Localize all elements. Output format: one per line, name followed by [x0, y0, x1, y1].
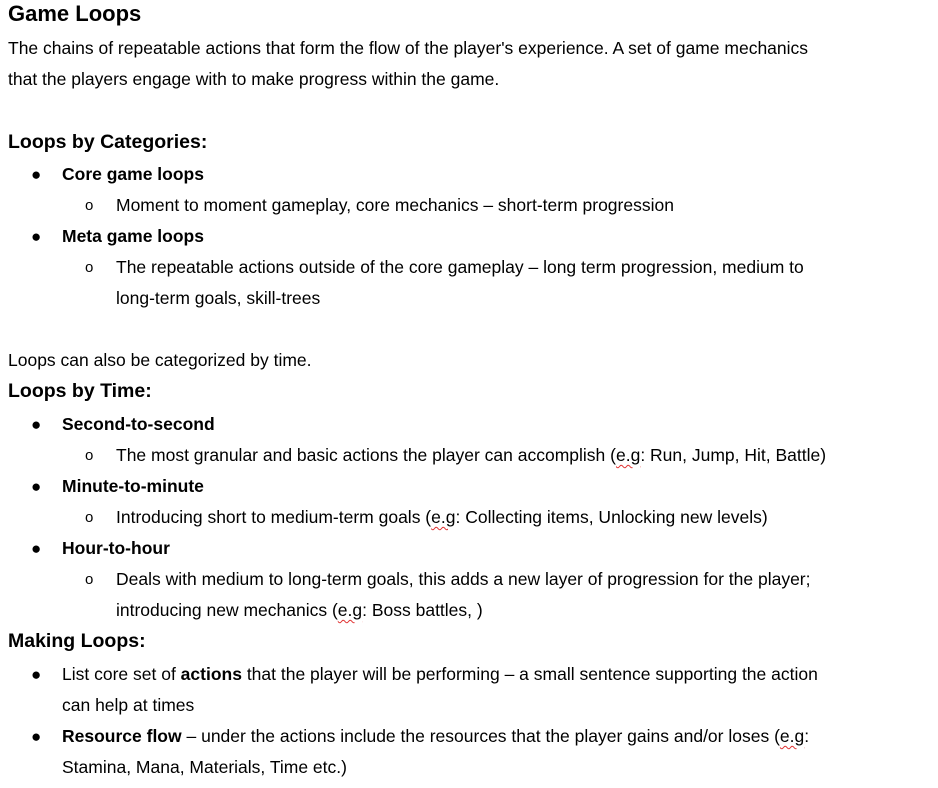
making-item-1: List core set of actions that the player will be performing – a small sentence supporting the action: [62, 664, 818, 684]
intro-line-2: that the players engage with to make progress within the game.: [8, 69, 500, 89]
time-note: Loops can also be categorized by time.: [8, 350, 312, 370]
bullet-icon: ●: [31, 539, 42, 558]
time-heading: Loops by Time:: [8, 380, 152, 402]
bullet-icon: ●: [31, 727, 42, 746]
sub-bullet-icon: o: [85, 447, 94, 464]
making-item-1-line-2: can help at times: [62, 695, 195, 715]
sub-bullet-icon: o: [85, 571, 94, 588]
hour-to-hour-desc-1: Deals with medium to long-term goals, this adds a new layer of progression for the player;: [116, 569, 811, 589]
making-heading: Making Loops:: [8, 630, 146, 652]
meta-loops-label: Meta game loops: [62, 226, 204, 246]
sub-bullet-icon: o: [85, 259, 94, 276]
meta-loops-desc-1: The repeatable actions outside of the core gameplay – long term progression, medium to: [116, 257, 804, 277]
bullet-icon: ●: [31, 227, 42, 246]
second-to-second-label: Second-to-second: [62, 414, 215, 434]
sub-bullet-icon: o: [85, 509, 94, 526]
sub-bullet-icon: o: [85, 197, 94, 214]
page-title: Game Loops: [8, 1, 142, 26]
making-item-2-line-2: Stamina, Mana, Materials, Time etc.): [62, 757, 347, 777]
bullet-icon: ●: [31, 415, 42, 434]
second-to-second-desc: The most granular and basic actions the player can accomplish (e.g: Run, Jump, Hit, Battle): [116, 445, 827, 465]
core-loops-desc: Moment to moment gameplay, core mechanics – short-term progression: [116, 195, 674, 215]
intro-line-1: The chains of repeatable actions that form the flow of the player's experience. A set of game mechanics: [8, 38, 809, 58]
bullet-icon: ●: [31, 165, 42, 184]
core-loops-label: Core game loops: [62, 164, 204, 184]
categories-heading: Loops by Categories:: [8, 131, 208, 153]
bullet-icon: ●: [31, 665, 42, 684]
meta-loops-desc-2: long-term goals, skill-trees: [116, 288, 321, 308]
hour-to-hour-label: Hour-to-hour: [62, 538, 170, 558]
minute-to-minute-label: Minute-to-minute: [62, 476, 204, 496]
bullet-icon: ●: [31, 477, 42, 496]
hour-to-hour-desc-2: introducing new mechanics (e.g: Boss battles, ): [116, 600, 483, 620]
making-item-2: Resource flow – under the actions include the resources that the player gains and/or loses (e.g:: [62, 726, 810, 746]
minute-to-minute-desc: Introducing short to medium-term goals (e.g: Collecting items, Unlocking new levels): [116, 507, 768, 527]
